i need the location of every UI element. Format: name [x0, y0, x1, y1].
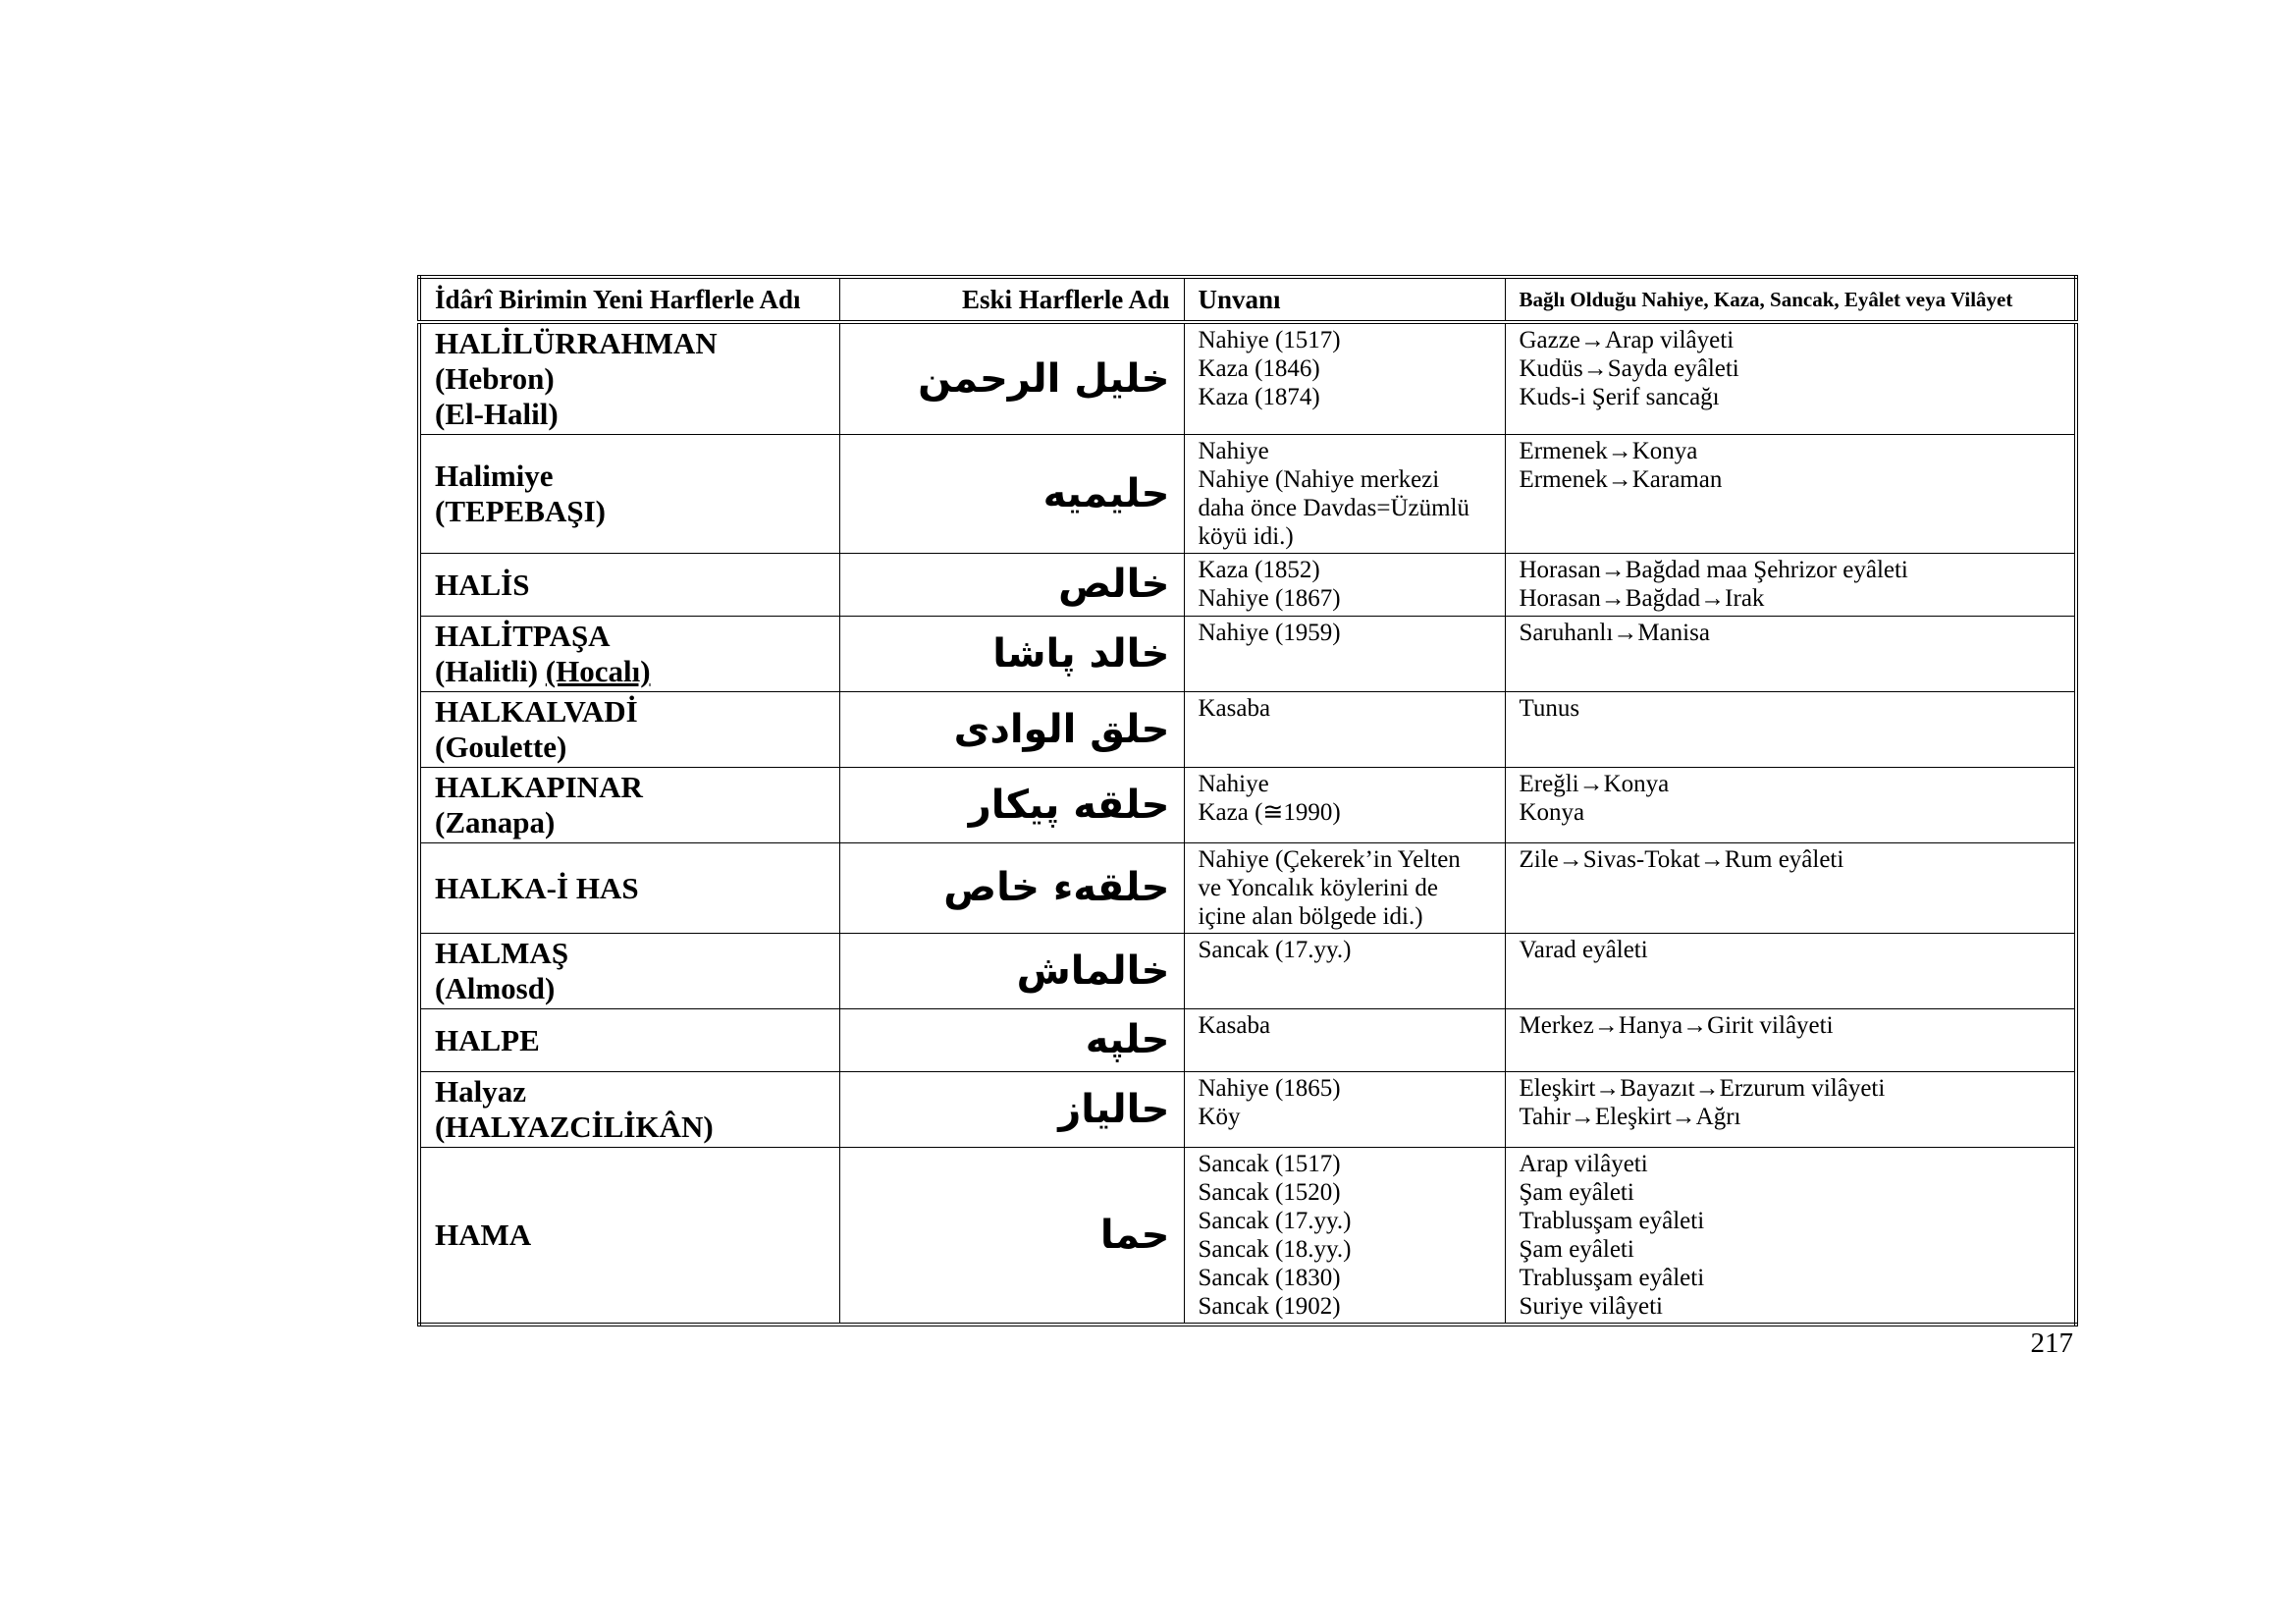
- parent-line: Saruhanlı→Manisa: [1519, 620, 1710, 646]
- cell-parent-unit: [1505, 1072, 2076, 1148]
- table-body: [419, 322, 2076, 1325]
- cell-title: [1184, 1148, 1505, 1326]
- title-line: köyü idi.): [1198, 523, 1294, 550]
- cell-old-name: خليل الرحمن: [839, 322, 1184, 435]
- cell-old-name: حلقه پيكار: [839, 768, 1184, 843]
- header-parent-unit: Bağlı Olduğu Nahiye, Kaza, Sancak, Eyâlet veya Vilâyet: [1505, 277, 2076, 322]
- title-line: daha önce Davdas=Üzümlü: [1198, 495, 1470, 521]
- title-line: Sancak (1902): [1198, 1293, 1341, 1320]
- table-row: [419, 768, 2076, 843]
- title-line: Nahiye (1865): [1198, 1075, 1341, 1102]
- cell-title: [1184, 617, 1505, 692]
- title-line: Nahiye: [1198, 438, 1269, 464]
- cell-new-name: [419, 617, 839, 692]
- cell-old-name: خالد پاشا: [839, 617, 1184, 692]
- parent-line: Ereğli→Konya: [1519, 771, 1670, 797]
- name-line: (El-Halil): [435, 397, 559, 431]
- title-line: Sancak (17.yy.): [1198, 937, 1352, 963]
- name-line: HALKA-İ HAS: [435, 870, 639, 905]
- header-new-name: İdârî Birimin Yeni Harflerle Adı: [419, 277, 839, 322]
- table-row: [419, 1009, 2076, 1072]
- name-line: HALİS: [435, 567, 530, 602]
- title-line: Sancak (18.yy.): [1198, 1236, 1352, 1263]
- cell-parent-unit: [1505, 768, 2076, 843]
- name-line: HALİLÜRRAHMAN: [435, 326, 718, 360]
- cell-new-name: [419, 692, 839, 768]
- cell-parent-unit: [1505, 435, 2076, 554]
- cell-parent-unit: [1505, 692, 2076, 768]
- cell-title: [1184, 934, 1505, 1009]
- parent-line: Şam eyâleti: [1519, 1236, 1634, 1263]
- parent-line: Konya: [1519, 799, 1585, 826]
- cell-title: [1184, 768, 1505, 843]
- title-line: Kasaba: [1198, 695, 1271, 722]
- parent-line: Varad eyâleti: [1519, 937, 1648, 963]
- parent-line: Şam eyâleti: [1519, 1179, 1634, 1206]
- parent-line: Suriye vilâyeti: [1519, 1293, 1663, 1320]
- parent-line: Zile→Sivas-Tokat→Rum eyâleti: [1519, 846, 1844, 873]
- cell-old-name: حلقهء خاص: [839, 843, 1184, 934]
- cell-new-name: [419, 934, 839, 1009]
- cell-old-name: حما: [839, 1148, 1184, 1326]
- cell-title: [1184, 435, 1505, 554]
- cell-old-name: حلق الوادى: [839, 692, 1184, 768]
- name-line: (HALYAZCİLİKÂN): [435, 1110, 714, 1144]
- parent-line: Trablusşam eyâleti: [1519, 1208, 1705, 1234]
- alt-name: (Halitli): [435, 654, 539, 688]
- title-line: Köy: [1198, 1104, 1241, 1130]
- table-row: [419, 934, 2076, 1009]
- title-line: Nahiye (1959): [1198, 620, 1341, 646]
- cell-parent-unit: [1505, 554, 2076, 617]
- header-old-name: Eski Harflerle Adı: [839, 277, 1184, 322]
- table-row: [419, 1072, 2076, 1148]
- title-line: Kaza (1846): [1198, 355, 1320, 382]
- cell-title: [1184, 322, 1505, 435]
- table-row: [419, 617, 2076, 692]
- name-line: HALKALVADİ: [435, 694, 638, 729]
- parent-line: Arap vilâyeti: [1519, 1151, 1648, 1177]
- cell-parent-unit: [1505, 617, 2076, 692]
- alt-name-underlined: (Hocalı): [545, 654, 651, 688]
- title-line: Nahiye (1867): [1198, 585, 1341, 612]
- cell-new-name: [419, 435, 839, 554]
- cell-parent-unit: [1505, 322, 2076, 435]
- title-line: Kasaba: [1198, 1012, 1271, 1039]
- header-title: Unvanı: [1184, 277, 1505, 322]
- name-line: HAMA: [435, 1218, 532, 1252]
- cell-new-name: [419, 1148, 839, 1326]
- title-line: Nahiye (1517): [1198, 327, 1341, 353]
- cell-new-name: [419, 322, 839, 435]
- name-line: (Zanapa): [435, 805, 556, 839]
- title-line: Sancak (1520): [1198, 1179, 1341, 1206]
- title-line: ve Yoncalık köylerini de: [1198, 875, 1438, 901]
- parent-line: Gazze→Arap vilâyeti: [1519, 327, 1735, 353]
- parent-line: Horasan→Bağdad maa Şehrizor eyâleti: [1519, 557, 1908, 583]
- parent-line: Trablusşam eyâleti: [1519, 1265, 1705, 1291]
- cell-new-name: [419, 1009, 839, 1072]
- cell-title: [1184, 554, 1505, 617]
- name-line: HALİTPAŞA: [435, 619, 611, 653]
- cell-title: [1184, 1009, 1505, 1072]
- title-line: Nahiye: [1198, 771, 1269, 797]
- parent-line: Ermenek→Karaman: [1519, 466, 1723, 493]
- table-row: [419, 1148, 2076, 1326]
- table-row: [419, 435, 2076, 554]
- page-number: 217: [2030, 1327, 2073, 1359]
- cell-new-name: [419, 1072, 839, 1148]
- table-row: [419, 692, 2076, 768]
- name-line: (TEPEBAŞI): [435, 494, 606, 528]
- table-row: [419, 322, 2076, 435]
- title-line: Kaza (≅1990): [1198, 799, 1341, 826]
- parent-line: Tahir→Eleşkirt→Ağrı: [1519, 1104, 1741, 1130]
- cell-title: [1184, 692, 1505, 768]
- title-line: Sancak (1830): [1198, 1265, 1341, 1291]
- title-line: Nahiye (Nahiye merkezi: [1198, 466, 1440, 493]
- table-header-row: [419, 277, 2076, 322]
- table-row: [419, 554, 2076, 617]
- cell-new-name: [419, 768, 839, 843]
- parent-line: Horasan→Bağdad→Irak: [1519, 585, 1765, 612]
- title-line: içine alan bölgede idi.): [1198, 903, 1423, 930]
- parent-line: Ermenek→Konya: [1519, 438, 1698, 464]
- cell-old-name: حلپه: [839, 1009, 1184, 1072]
- name-line: Halimiye: [435, 459, 554, 493]
- gazetteer-table: [417, 275, 2078, 1326]
- parent-line: Eleşkirt→Bayazıt→Erzurum vilâyeti: [1519, 1075, 1886, 1102]
- title-line: Nahiye (Çekerek’in Yelten: [1198, 846, 1461, 873]
- parent-line: Merkez→Hanya→Girit vilâyeti: [1519, 1012, 1834, 1039]
- name-line: (Hebron): [435, 361, 555, 396]
- name-line: Halyaz: [435, 1074, 526, 1109]
- name-line: HALPE: [435, 1022, 540, 1057]
- cell-new-name: [419, 843, 839, 934]
- parent-line: Kuds-i Şerif sancağı: [1519, 384, 1720, 410]
- cell-parent-unit: [1505, 1148, 2076, 1326]
- cell-parent-unit: [1505, 843, 2076, 934]
- title-line: Kaza (1874): [1198, 384, 1320, 410]
- name-line: [435, 654, 829, 689]
- cell-parent-unit: [1505, 934, 2076, 1009]
- parent-line: Kudüs→Sayda eyâleti: [1519, 355, 1739, 382]
- name-line: (Goulette): [435, 730, 567, 764]
- cell-old-name: حليميه: [839, 435, 1184, 554]
- parent-line: Tunus: [1519, 695, 1580, 722]
- cell-title: [1184, 843, 1505, 934]
- cell-title: [1184, 1072, 1505, 1148]
- name-line: (Almosd): [435, 971, 556, 1005]
- title-line: Kaza (1852): [1198, 557, 1320, 583]
- cell-parent-unit: [1505, 1009, 2076, 1072]
- name-line: HALMAŞ: [435, 936, 569, 970]
- cell-old-name: خالص: [839, 554, 1184, 617]
- title-line: Sancak (1517): [1198, 1151, 1341, 1177]
- name-line: HALKAPINAR: [435, 770, 643, 804]
- table-row: [419, 843, 2076, 934]
- title-line: Sancak (17.yy.): [1198, 1208, 1352, 1234]
- cell-new-name: [419, 554, 839, 617]
- cell-old-name: حالياز: [839, 1072, 1184, 1148]
- cell-old-name: خالماش: [839, 934, 1184, 1009]
